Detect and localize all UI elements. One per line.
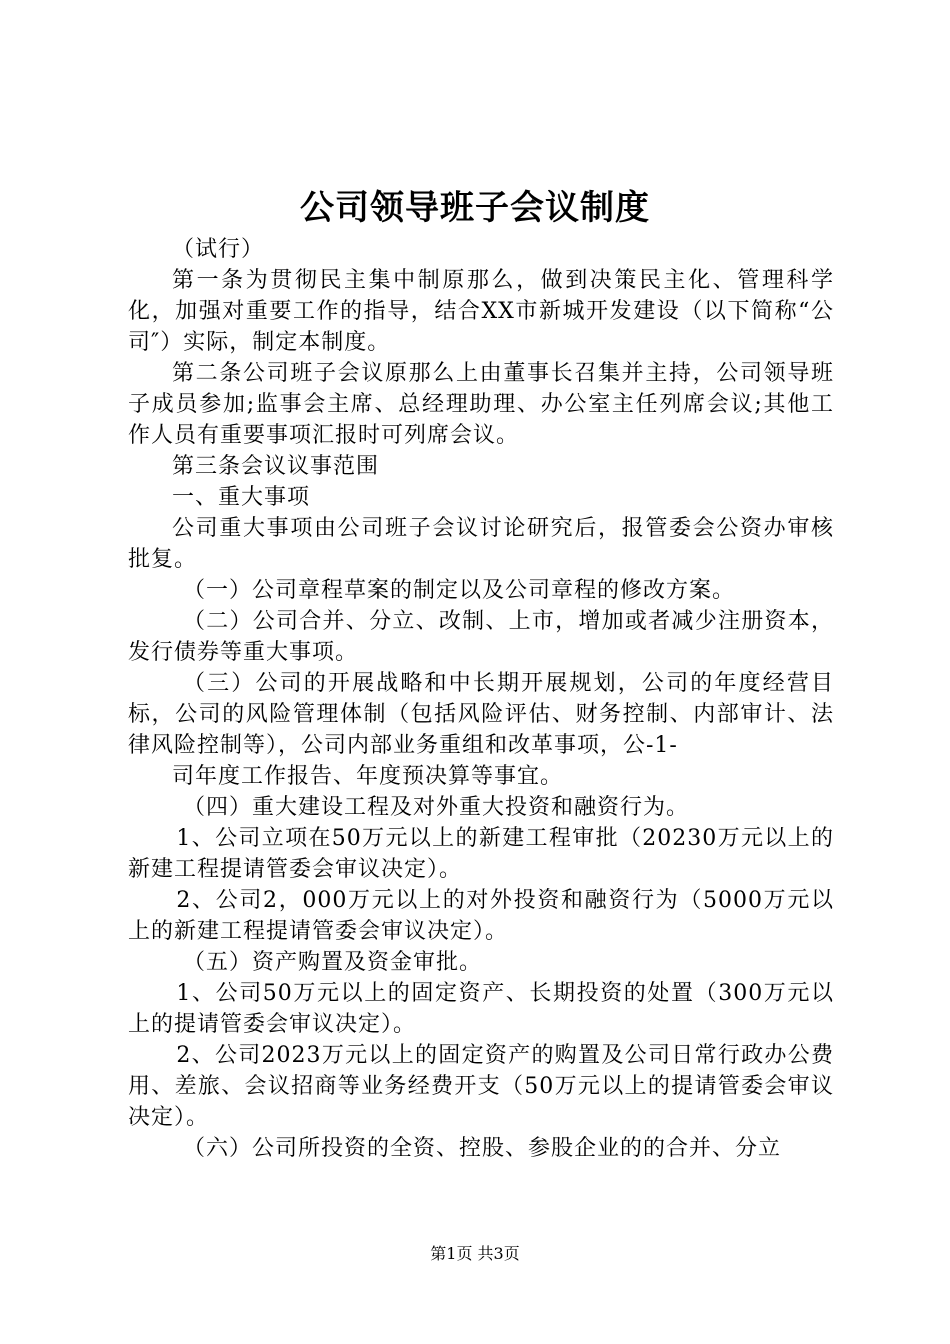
list-item-4: （四）重大建设工程及对外重大投资和融资行为。 <box>183 795 690 820</box>
paragraph-article-1: 第一条为贯彻民主集中制原那么，做到决策民主化、管理科学化，加强对重要工作的指导，结合XX市新城开发建设（以下简称“公司″）实际，制定本制度。 <box>128 268 834 355</box>
list-item-3: （三）公司的开展战略和中长期开展规划，公司的年度经营目标，公司的风险管理体制（包括风险评估、财务控制、内部审计、法律风险控制等），公司内部业务重组和改革事项，公-1- <box>128 671 834 758</box>
list-item-5: （五）资产购置及资金审批。 <box>183 950 483 975</box>
paragraph-trial-note: （试行） <box>172 237 265 262</box>
paragraph-article-2: 第二条公司班子会议原那么上由董事长召集并主持，公司领导班子成员参加;监事会主席、总经理助理、办公室主任列席会议;其他工作人员有重要事项汇报时可列席会议。 <box>128 361 834 448</box>
sub-item-4-2: 2、公司2，000万元以上的对外投资和融资行为（5000万元以上的新建工程提请管委会审议决定）。 <box>128 888 834 944</box>
paragraph-major-matters-intro: 公司重大事项由公司班子会议讨论研究后，报管委会公资办审核批复。 <box>128 516 834 572</box>
paragraph-article-3-heading: 第三条会议议事范围 <box>172 454 380 479</box>
list-item-6: （六）公司所投资的全资、控股、参股企业的的合并、分立 <box>183 1136 782 1161</box>
list-item-2: （二）公司合并、分立、改制、上市，增加或者减少注册资本，发行债券等重大事项。 <box>128 609 834 665</box>
document-title: 公司领导班子会议制度 <box>300 188 650 228</box>
sub-item-5-2: 2、公司2023万元以上的固定资产的购置及公司日常行政办公费用、差旅、会议招商等业务经费开支（50万元以上的提请管委会审议决定）。 <box>128 1043 834 1130</box>
list-item-1: （一）公司章程草案的制定以及公司章程的修改方案。 <box>183 578 736 603</box>
sub-item-5-1: 1、公司50万元以上的固定资产、长期投资的处置（300万元以上的提请管委会审议决定）。 <box>128 981 834 1037</box>
list-item-3-continued: 司年度工作报告、年度预决算等事宜。 <box>172 764 564 789</box>
section-heading-major-matters: 一、重大事项 <box>172 485 311 510</box>
sub-item-4-1: 1、公司立项在50万元以上的新建工程审批（20230万元以上的新建工程提请管委会审议决定）。 <box>128 826 834 882</box>
document-body <box>128 234 834 1164</box>
page-number-footer: 第1页 共3页 <box>430 1244 520 1263</box>
